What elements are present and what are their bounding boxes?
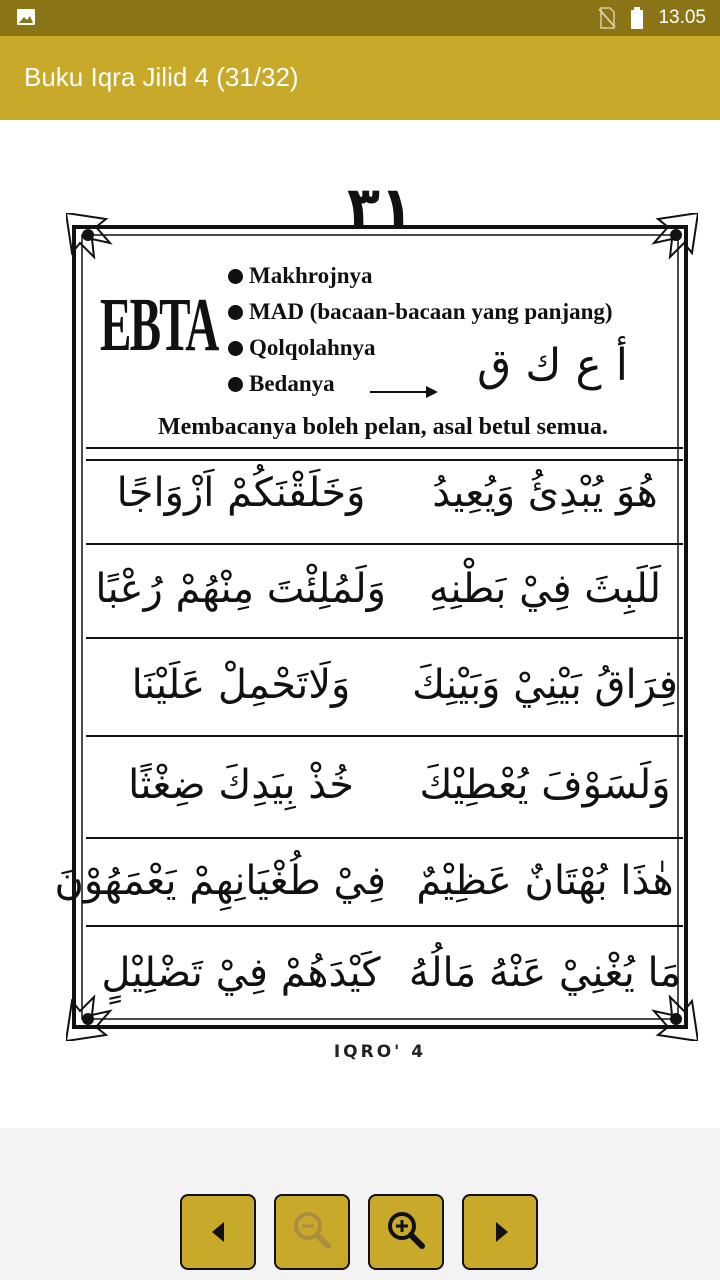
previous-page-button[interactable]: [180, 1194, 256, 1270]
verse-1-left: وَخَلَقْنَكُمْ اَزْوَاجًا: [116, 470, 366, 516]
zoom-in-button[interactable]: [368, 1194, 444, 1270]
verse-4-left: خُذْ بِيَدِكَ ضِغْثًا: [128, 762, 354, 808]
bullet-item: Makhrojnya: [228, 258, 613, 294]
zoom-in-icon: [370, 1196, 442, 1268]
table-divider: [86, 447, 683, 449]
app-bar: [0, 36, 720, 120]
bullet-icon: [228, 269, 243, 284]
verse-4-right: وَلَسَوْفَ يُعْطِيْكَ: [419, 762, 671, 808]
table-divider: [86, 459, 683, 461]
compare-letters: أ ع ك ق: [477, 340, 628, 391]
bullet-icon: [228, 377, 243, 392]
table-divider: [86, 735, 683, 737]
page-number: ٣١: [347, 175, 413, 238]
triangle-left-icon: [182, 1196, 254, 1268]
triangle-right-icon: [464, 1196, 536, 1268]
status-bar: [0, 0, 720, 36]
bullet-item: Bedanya: [228, 366, 613, 402]
page-title: Buku Iqra Jilid 4 (31/32): [24, 62, 299, 92]
zoom-out-icon: [276, 1196, 348, 1268]
zoom-out-button[interactable]: [274, 1194, 350, 1270]
table-divider: [86, 543, 683, 545]
bullet-item: MAD (bacaan-bacaan yang panjang): [228, 294, 613, 330]
verse-6-left: كَيْدَهُمْ فِيْ تَضْلِيْلٍ: [101, 950, 381, 996]
verse-5-left: فِيْ طُغْيَانِهِمْ يَعْمَهُوْنَ: [54, 858, 386, 904]
verse-5-right: هٰذَا بُهْتَانٌ عَظِيْمٌ: [416, 858, 674, 904]
verse-2-left: وَلَمُلِئْتَ مِنْهُمْ رُعْبًا: [95, 566, 386, 612]
battery-icon: [630, 7, 644, 29]
table-divider: [86, 837, 683, 839]
verse-2-right: لَلَبِثَ فِيْ بَطْنِهِ: [428, 566, 662, 612]
corner-ornament-icon: [654, 997, 698, 1041]
table-divider: [86, 925, 683, 927]
table-divider: [86, 637, 683, 639]
arrow-right-icon: [370, 382, 440, 402]
corner-ornament-icon: [654, 213, 698, 257]
bullet-item: Qolqolahnya: [228, 330, 613, 366]
next-page-button[interactable]: [462, 1194, 538, 1270]
image-icon: [16, 8, 36, 26]
verse-1-right: هُوَ يُبْدِئُ وَيُعِيدُ: [432, 470, 658, 516]
bullet-icon: [228, 305, 243, 320]
bottom-navigation: [0, 1128, 720, 1280]
verse-3-right: فِرَاقُ بَيْنِيْ وَبَيْنِكَ: [412, 662, 678, 708]
no-sim-icon: [598, 7, 616, 29]
verse-3-left: وَلَاتَحْمِلْ عَلَيْنَا: [131, 662, 351, 708]
instruction-text: Membacanya boleh pelan, asal betul semua.: [157, 414, 609, 440]
bullet-icon: [228, 341, 243, 356]
book-footer-label: IQRO' 4: [333, 1042, 427, 1062]
status-time: 13.05: [658, 7, 706, 28]
ebta-heading: EBTA: [100, 283, 218, 367]
verse-6-right: مَا يُغْنِيْ عَنْهُ مَالُهُ: [408, 950, 682, 996]
